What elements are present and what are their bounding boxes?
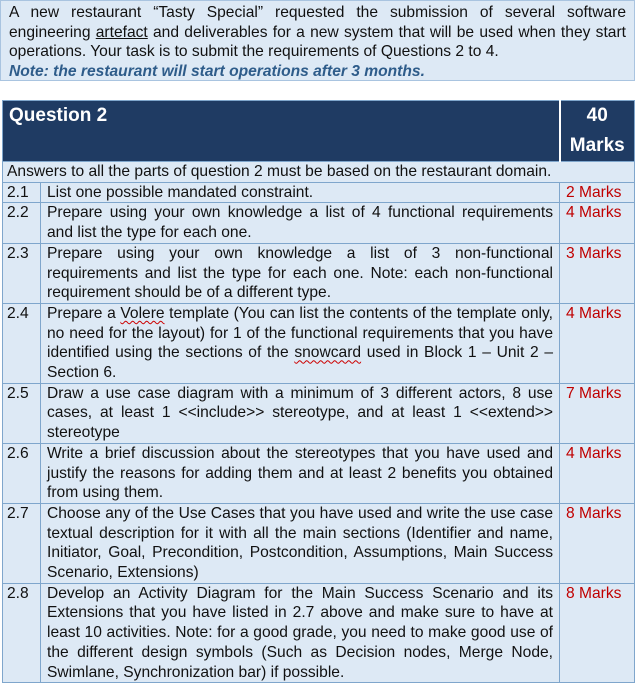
table-row [3, 503, 635, 583]
item-text-part: Prepare a [47, 304, 121, 322]
item-text: Write a brief discussion about the stereotypes that you have used and justify the reasons for adding them and at least 2 benefits you obtained from using them. [41, 443, 560, 503]
item-number: 2.2 [3, 203, 41, 243]
intro-text-start: A new restaurant “Tasty Special” requested the submission of several software engineering [9, 4, 626, 41]
question-title: Question 2 [3, 101, 560, 162]
question-total-marks: 40 Marks [560, 101, 635, 162]
intro-box [0, 0, 635, 81]
snowcard-word: snowcard [294, 344, 362, 362]
table-row [3, 583, 635, 683]
intro-artefact-word: artefact [95, 23, 148, 41]
item-text: Prepare using your own knowledge a list of 3 non-functional requirements and list the type for each one. Note: each non-functional requirement should be of a different type. [41, 243, 560, 303]
question-header-row [3, 101, 635, 162]
table-row [3, 203, 635, 243]
item-number: 2.8 [3, 583, 41, 683]
intro-text-end: and deliverables for a new system that will be used when they start operations. Your task is to submit the requirements of Questions 2 to 4. [9, 23, 626, 60]
item-marks: 7 Marks [560, 383, 635, 443]
item-text: Develop an Activity Diagram for the Main Success Scenario and its Extensions that you have listed in 2.7 above and make sure to have at least 10 activities. Note: for a good grade, you need to make good use of the different design symbols (Such as Decision nodes, Merge Node, Swimlane, Synchronization bar) if possible. [41, 583, 560, 683]
item-text: Prepare using your own knowledge a list of 4 functional requirements and list the type for each one. [41, 203, 560, 243]
item-marks: 2 Marks [560, 182, 635, 203]
intro-note: Note: the restaurant will start operations after 3 months. [9, 62, 425, 80]
item-text: Choose any of the Use Cases that you have used and write the use case textual description for it with all the main sections (Identifier and name, Initiator, Goal, Precondition, Postcondition, Assumptions, Main Success Scenario, Extensions) [41, 503, 560, 583]
item-text: List one possible mandated constraint. [41, 182, 560, 203]
item-marks: 8 Marks [560, 583, 635, 683]
question-instruction: Answers to all the parts of question 2 must be based on the restaurant domain. [3, 162, 635, 183]
item-number: 2.1 [3, 182, 41, 203]
item-number: 2.4 [3, 303, 41, 383]
item-text: Draw a use case diagram with a minimum of 3 different actors, 8 use cases, at least 1 <<include>> stereotype, and at least 1 <<extend>> stereotype [41, 383, 560, 443]
question-table [2, 100, 635, 683]
item-text-part: template (You can list the contents of the template only, no need for the layout) for 1 of the functional requirements that you have identified using the sections of the [47, 304, 553, 362]
item-marks: 4 Marks [560, 443, 635, 503]
item-marks: 4 Marks [560, 303, 635, 383]
table-row [3, 443, 635, 503]
item-marks: 4 Marks [560, 203, 635, 243]
item-number: 2.7 [3, 503, 41, 583]
table-row [3, 303, 635, 383]
item-number: 2.3 [3, 243, 41, 303]
table-row [3, 243, 635, 303]
volere-word: Volere [120, 304, 165, 322]
item-marks: 8 Marks [560, 503, 635, 583]
item-number: 2.5 [3, 383, 41, 443]
table-row [3, 383, 635, 443]
table-row [3, 182, 635, 203]
item-number: 2.6 [3, 443, 41, 503]
item-marks: 3 Marks [560, 243, 635, 303]
item-text-part: used in Block 1 – Unit 2 – Section 6. [47, 344, 553, 382]
item-text [41, 303, 560, 383]
question-instruction-row [3, 162, 635, 183]
